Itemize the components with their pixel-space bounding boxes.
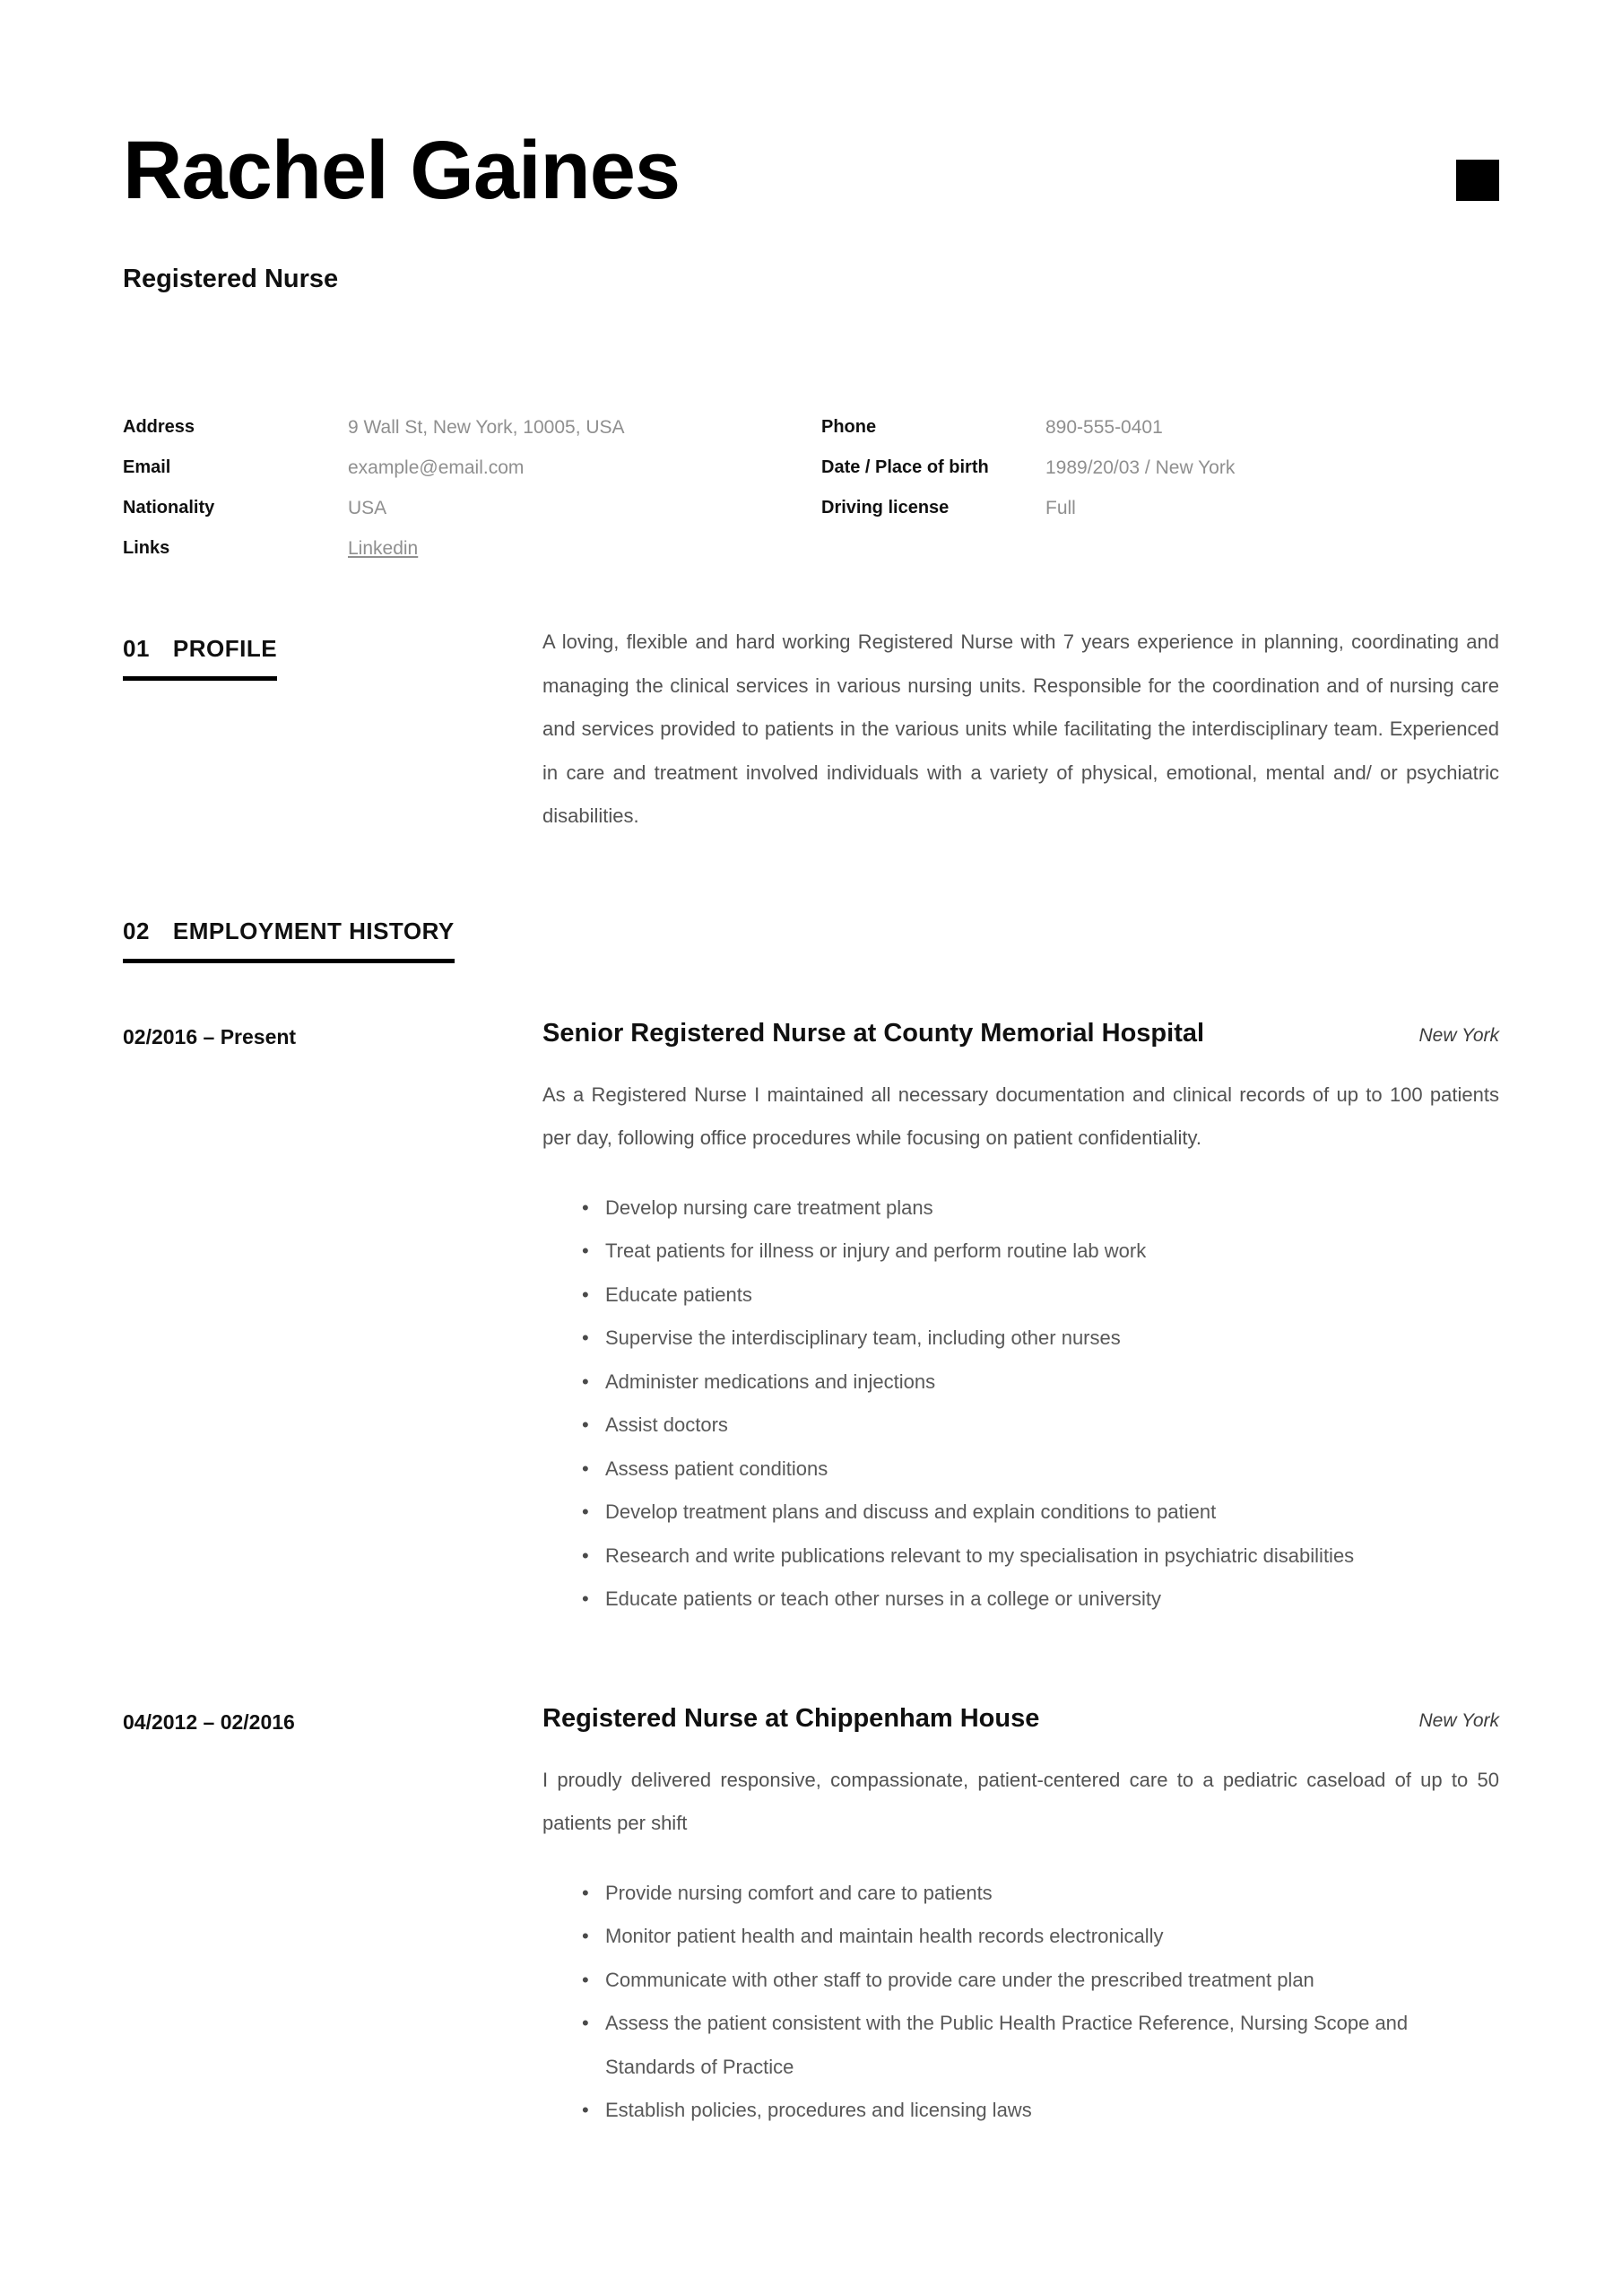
job-duty-item: • Supervise the interdisciplinary team, including other nurses xyxy=(542,1317,1499,1361)
job-duty-item: • Administer medications and injections xyxy=(542,1361,1499,1405)
job-entry xyxy=(123,1704,1499,2133)
job-location: New York xyxy=(1418,1709,1499,1731)
job-entry-left xyxy=(123,1019,542,1622)
person-name: Rachel Gaines xyxy=(123,125,681,216)
contact-value: 890-555-0401 xyxy=(1045,417,1163,438)
employment-section-heading xyxy=(123,918,455,963)
contact-value: USA xyxy=(348,498,387,518)
person-role: Registered Nurse xyxy=(123,265,339,293)
contact-value: example@email.com xyxy=(348,457,525,478)
contact-value: Full xyxy=(1045,498,1076,518)
profile-section-heading xyxy=(123,635,277,681)
job-entry-right xyxy=(542,1704,1499,2133)
job-duty-item: • Monitor patient health and maintain health records electronically xyxy=(542,1915,1499,1959)
job-duty-item: • Establish policies, procedures and licensing laws xyxy=(542,2089,1499,2133)
job-duty-item: • Provide nursing comfort and care to patients xyxy=(542,1872,1499,1916)
contact-value: 1989/20/03 / New York xyxy=(1045,457,1236,478)
employment-section-header xyxy=(123,918,1499,963)
employment-jobs xyxy=(123,1019,1499,2133)
contact-label: Address xyxy=(123,417,195,437)
contact-column-right xyxy=(821,407,1499,569)
contact-row xyxy=(123,448,821,488)
job-heading-row xyxy=(542,1019,1499,1048)
job-heading-row xyxy=(542,1704,1499,1734)
job-location: New York xyxy=(1418,1024,1499,1046)
contact-row xyxy=(123,528,821,569)
job-duty-item: • Develop nursing care treatment plans xyxy=(542,1187,1499,1231)
job-duty-item: • Assist doctors xyxy=(542,1404,1499,1448)
job-duties-list xyxy=(542,1187,1499,1622)
contact-info xyxy=(123,407,1499,569)
employment-section-right xyxy=(542,918,1499,963)
header xyxy=(123,125,1499,216)
job-dates: 02/2016 – Present xyxy=(123,1024,297,1048)
job-duty-item: • Communicate with other staff to provide care under the prescribed treatment plan xyxy=(542,1959,1499,2003)
contact-label: Links xyxy=(123,538,170,558)
job-title: Senior Registered Nurse at County Memorial Hospital xyxy=(542,1018,1205,1048)
section-title: PROFILE xyxy=(172,635,278,662)
profile-section-left xyxy=(123,635,542,839)
brand-square-icon xyxy=(1456,160,1499,201)
contact-label: Email xyxy=(123,457,171,477)
contact-label: Nationality xyxy=(123,498,215,517)
job-description: As a Registered Nurse I maintained all necessary documentation and clinical records of up to 100 patients per day, following office procedures while focusing on patient confidentiality. xyxy=(542,1083,1499,1149)
job-dates: 04/2012 – 02/2016 xyxy=(123,1709,295,1734)
job-description: I proudly delivered responsive, compassionate, patient-centered care to a pediatric caseload of up to 50 patients per shift xyxy=(542,1768,1499,1834)
contact-label: Phone xyxy=(821,417,877,437)
contact-column-left xyxy=(123,407,821,569)
job-duties-list xyxy=(542,1872,1499,2133)
job-duty-item: • Educate patients or teach other nurses in a college or university xyxy=(542,1578,1499,1622)
employment-section-left xyxy=(123,918,542,963)
job-entry-left xyxy=(123,1704,542,2133)
job-title: Registered Nurse at Chippenham House xyxy=(542,1703,1040,1733)
contact-label: Driving license xyxy=(821,498,950,517)
job-duty-item: • Develop treatment plans and discuss and explain conditions to patient xyxy=(542,1491,1499,1535)
job-entry-right xyxy=(542,1019,1499,1622)
job-duty-item: • Research and write publications relevant to my specialisation in psychiatric disabilities xyxy=(542,1535,1499,1578)
contact-row xyxy=(123,407,821,448)
profile-text: A loving, flexible and hard working Registered Nurse with 7 years experience in planning, coordinating and managing the clinical services in various nursing units. Responsible for the coordination and of nursing care and services provided to patients in the various units while facilitating the interdisciplinary team. Experienced in care and treatment involved individuals with a variety of physical, emotional, mental and/ or psychiatric disabilities. xyxy=(542,631,1499,827)
section-title: EMPLOYMENT HISTORY xyxy=(172,917,455,944)
job-duty-item: • Educate patients xyxy=(542,1274,1499,1318)
profile-section-right xyxy=(542,631,1499,839)
job-duty-item: • Assess patient conditions xyxy=(542,1448,1499,1492)
linkedin-link[interactable]: Linkedin xyxy=(348,538,419,559)
job-entry xyxy=(123,1019,1499,1622)
contact-row xyxy=(821,448,1499,488)
contact-value: 9 Wall St, New York, 10005, USA xyxy=(348,417,625,438)
contact-row xyxy=(123,488,821,528)
job-duty-item: • Treat patients for illness or injury and perform routine lab work xyxy=(542,1230,1499,1274)
section-number: 02 xyxy=(123,917,150,944)
section-number: 01 xyxy=(123,635,150,662)
job-duty-item: • Assess the patient consistent with the Public Health Practice Reference, Nursing Scope and Standards of Practice xyxy=(542,2002,1499,2089)
contact-label: Date / Place of birth xyxy=(821,457,989,477)
contact-row xyxy=(821,488,1499,528)
profile-section xyxy=(123,631,1499,839)
contact-row xyxy=(821,407,1499,448)
